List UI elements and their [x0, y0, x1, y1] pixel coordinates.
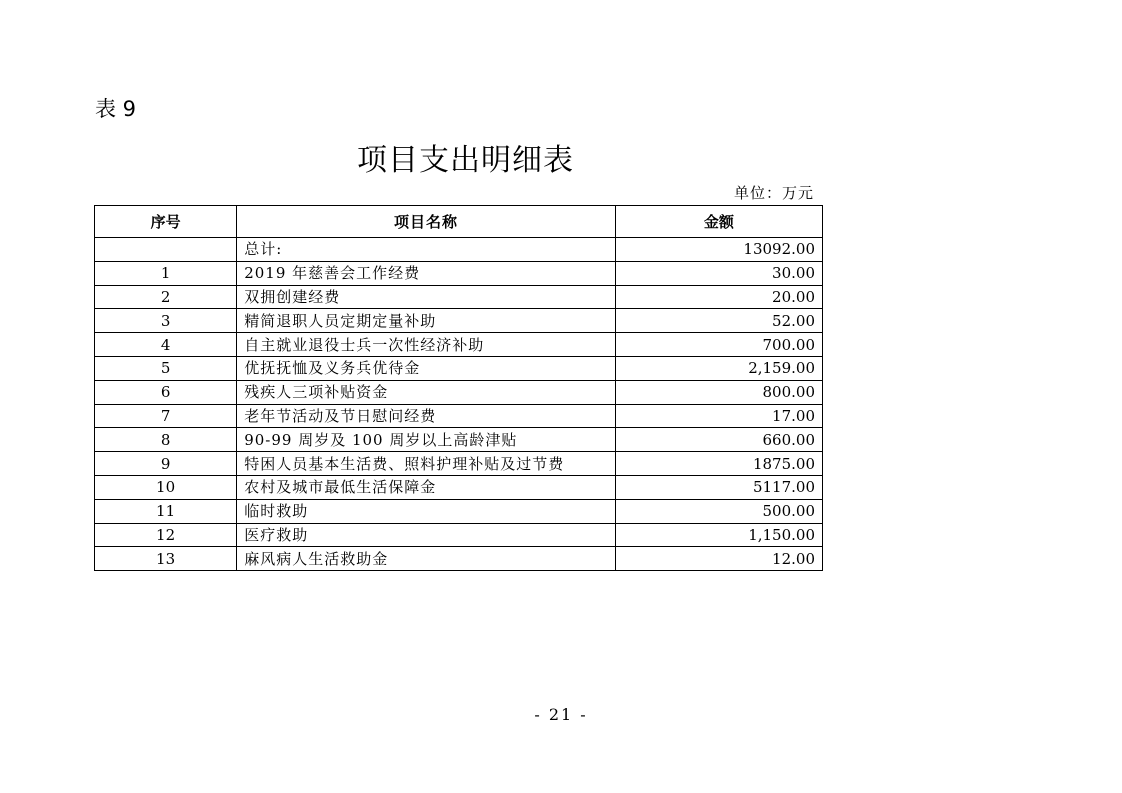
table-row — [95, 475, 823, 499]
header-name: 项目名称 — [237, 206, 616, 238]
table-row — [95, 404, 823, 428]
row-name: 总计: — [237, 238, 616, 262]
row-name: 残疾人三项补贴资金 — [237, 380, 616, 404]
row-no: 5 — [95, 356, 237, 380]
row-amount: 20.00 — [615, 285, 822, 309]
row-no: 12 — [95, 523, 237, 547]
row-amount: 500.00 — [615, 499, 822, 523]
row-name: 自主就业退役士兵一次性经济补助 — [237, 333, 616, 357]
row-name: 农村及城市最低生活保障金 — [237, 475, 616, 499]
row-no: 1 — [95, 261, 237, 285]
row-amount: 5117.00 — [615, 475, 822, 499]
row-amount: 660.00 — [615, 428, 822, 452]
row-name: 双拥创建经费 — [237, 285, 616, 309]
row-amount: 13092.00 — [615, 238, 822, 262]
row-no: 8 — [95, 428, 237, 452]
row-name: 老年节活动及节日慰问经费 — [237, 404, 616, 428]
table-row — [95, 523, 823, 547]
table-row — [95, 547, 823, 571]
row-no: 13 — [95, 547, 237, 571]
row-no: 9 — [95, 452, 237, 476]
table-row — [95, 261, 823, 285]
row-no: 3 — [95, 309, 237, 333]
row-amount: 1875.00 — [615, 452, 822, 476]
row-no: 11 — [95, 499, 237, 523]
row-name: 医疗救助 — [237, 523, 616, 547]
table-row — [95, 499, 823, 523]
table-row — [95, 380, 823, 404]
page-number: - 21 - — [534, 705, 588, 724]
row-amount: 2,159.00 — [615, 356, 822, 380]
table-row — [95, 452, 823, 476]
header-no: 序号 — [95, 206, 237, 238]
row-name: 临时救助 — [237, 499, 616, 523]
row-no — [95, 238, 237, 262]
row-name: 90-99 周岁及 100 周岁以上高龄津贴 — [237, 428, 616, 452]
row-name: 特困人员基本生活费、照料护理补贴及过节费 — [237, 452, 616, 476]
row-name: 麻风病人生活救助金 — [237, 547, 616, 571]
row-amount: 17.00 — [615, 404, 822, 428]
row-amount: 1,150.00 — [615, 523, 822, 547]
row-amount: 30.00 — [615, 261, 822, 285]
row-name: 精简退职人员定期定量补助 — [237, 309, 616, 333]
table-row — [95, 333, 823, 357]
row-amount: 12.00 — [615, 547, 822, 571]
row-amount: 800.00 — [615, 380, 822, 404]
table-row — [95, 428, 823, 452]
row-amount: 52.00 — [615, 309, 822, 333]
expenditure-table — [94, 205, 823, 571]
table-label: 表 9 — [95, 97, 137, 121]
table-header-row — [95, 206, 823, 238]
row-no: 2 — [95, 285, 237, 309]
table-row — [95, 356, 823, 380]
row-no: 4 — [95, 333, 237, 357]
row-no: 6 — [95, 380, 237, 404]
unit-label: 单位：万元 — [733, 184, 814, 202]
header-amount: 金额 — [615, 206, 822, 238]
table-row — [95, 285, 823, 309]
row-amount: 700.00 — [615, 333, 822, 357]
row-name: 优抚抚恤及义务兵优待金 — [237, 356, 616, 380]
row-name: 2019 年慈善会工作经费 — [237, 261, 616, 285]
table-row — [95, 309, 823, 333]
page-title: 项目支出明细表 — [357, 143, 574, 178]
total-row — [95, 238, 823, 262]
row-no: 10 — [95, 475, 237, 499]
row-no: 7 — [95, 404, 237, 428]
